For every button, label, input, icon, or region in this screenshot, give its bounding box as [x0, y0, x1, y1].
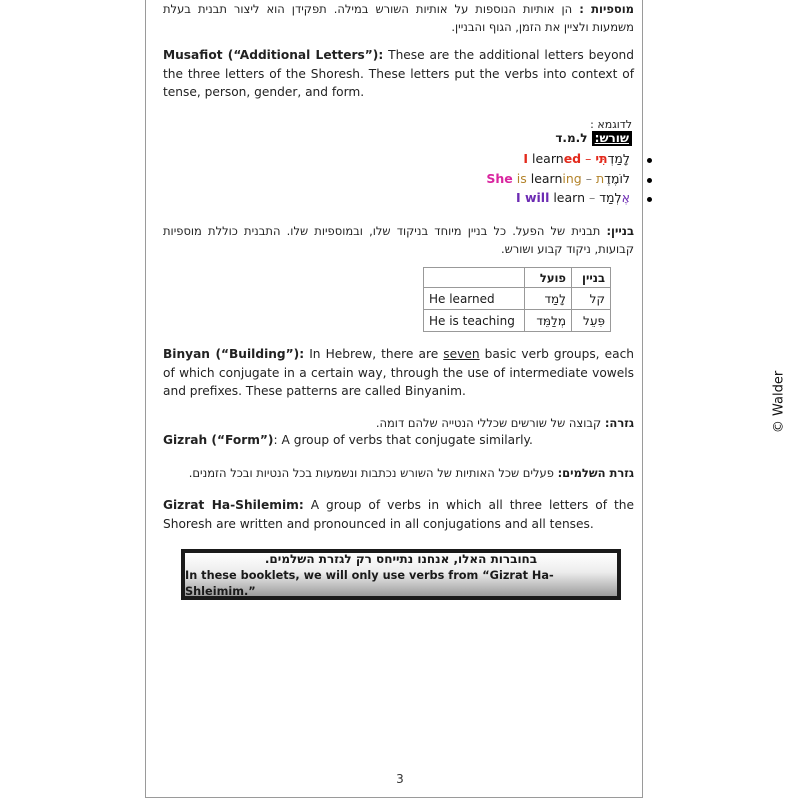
binyan-hebrew-text: תבנית של הפעל. כל בניין מיוחד בניקוד שלו, ובמוספיות שלו. התבנית כוללת מוספיות קבועות, ניקוד קבוע ושורש. — [163, 224, 634, 256]
example-english-part: ed — [563, 151, 582, 166]
binyan-english-text: In Hebrew, there are — [304, 347, 444, 361]
shoresh-label: שורש: — [592, 131, 632, 146]
page-number: 3 — [396, 772, 404, 786]
example-item — [486, 171, 630, 186]
example-item — [523, 151, 630, 166]
table-cell-english: He learned — [424, 288, 525, 310]
note-banner-english: In these booklets, we will only use verbs from “Gizrat Ha-Shleimim.” — [185, 568, 554, 598]
examples-label: לדוגמא : — [590, 118, 632, 131]
note-banner — [181, 549, 621, 600]
shlemim-hebrew-term: גזרת השלמים: — [557, 466, 634, 480]
musafiot-hebrew-text: הן אותיות הנוספות על אותיות השורש במילה. תפקידן הוא ליצור תבנית בעלת משמעות ולציין את הזמן, הגוף והבניין. — [163, 2, 634, 34]
example-hebrew-part: אֶ — [621, 190, 630, 205]
table-cell-binyan: קל — [572, 288, 611, 310]
example-hebrew-part: ת — [595, 171, 605, 186]
binyan-hebrew-paragraph — [163, 222, 634, 258]
table-row — [424, 310, 611, 332]
example-hebrew-part: תִּי — [595, 151, 608, 166]
table-cell-poal: מְלַמֵּד — [525, 310, 572, 332]
musafiot-english-text: These are the additional letters beyond the three letters of the Shoresh. These letters put the verbs into context of tense, person, gender, and form. — [163, 48, 634, 99]
example-hebrew — [595, 151, 630, 166]
bullet-dot — [647, 158, 652, 163]
gizrah-english-text: : A group of verbs that conjugate similarly. — [273, 433, 533, 447]
binyan-table — [423, 267, 611, 332]
example-english-part: I will — [515, 190, 550, 205]
bullet-dot — [647, 178, 652, 183]
table-header-empty — [424, 268, 525, 288]
example-english-part: ing — [562, 171, 582, 186]
binyan-english-text: basic verb groups, each of which conjugate in a certain way, through the use of intermediate vowels and prefixes. These patterns are called Binyanim. — [163, 347, 635, 398]
gizrah-hebrew-term: גזרה: — [604, 416, 634, 430]
shlemim-english-paragraph — [163, 496, 634, 533]
example-english-part: is — [512, 171, 527, 186]
example-hebrew — [599, 190, 630, 205]
table-cell-poal: לָמַד — [525, 288, 572, 310]
example-english-part: learn — [528, 151, 564, 166]
table-cell-binyan: פִּעֵל — [572, 310, 611, 332]
example-english-part: I — [523, 151, 529, 166]
table-header-poal: פועל — [525, 268, 572, 288]
example-english-part: learn — [526, 171, 563, 186]
shlemim-hebrew-text: פעלים שכל האותיות של השורש נכתבות ונשמעות בכל הנטיות ובכל הזמנים. — [188, 466, 558, 480]
example-dash: – — [581, 171, 592, 186]
example-hebrew-part: לָמַדְ — [607, 151, 630, 166]
binyan-english-underlined: seven — [443, 347, 480, 361]
gizrah-hebrew-paragraph — [163, 414, 634, 432]
gizrah-english-paragraph — [163, 431, 634, 450]
example-dash: – — [581, 151, 592, 166]
table-header-row — [424, 268, 611, 288]
gizrah-english-term: Gizrah (“Form”) — [163, 433, 274, 447]
musafiot-hebrew-paragraph — [163, 0, 634, 36]
example-hebrew — [596, 171, 630, 186]
shoresh-value: ל.מ.ד — [555, 131, 588, 145]
musafiot-english-paragraph — [163, 46, 634, 102]
example-item — [516, 190, 630, 205]
bullet-dot — [647, 197, 652, 202]
example-hebrew-part: לוֹמֶדֶ — [604, 171, 630, 186]
example-hebrew-part: לְמַד — [599, 190, 622, 205]
example-dash: – — [585, 190, 596, 205]
table-header-binyan: בניין — [572, 268, 611, 288]
shlemim-english-text: A group of verbs in which all three letters of the Shoresh are written and pronounced in all conjugations and all tenses. — [163, 498, 634, 531]
note-banner-hebrew: בחוברות האלו, אנחנו נתייחס רק לגזרת השלמים. — [264, 551, 538, 566]
copyright-notice: © Walder — [771, 370, 787, 434]
table-row — [424, 288, 611, 310]
example-english-part: She — [486, 171, 513, 186]
example-english-part: learn — [549, 190, 585, 205]
musafiot-hebrew-term: מוספיות : — [579, 2, 634, 16]
shoresh-row — [520, 131, 632, 145]
binyan-english-paragraph — [163, 345, 634, 401]
binyan-english-term: Binyan (“Building”): — [163, 347, 305, 361]
musafiot-english-term: Musafiot (“Additional Letters”): — [163, 48, 384, 62]
shlemim-hebrew-paragraph — [163, 464, 634, 482]
gizrah-hebrew-text: קבוצה של שורשים שכללי הנטייה שלהם דומה. — [375, 416, 605, 430]
binyan-hebrew-term: בניין: — [606, 224, 634, 238]
shlemim-english-term: Gizrat Ha-Shilemim: — [163, 498, 304, 512]
note-banner-inner — [185, 553, 617, 596]
table-cell-english: He is teaching — [424, 310, 525, 332]
